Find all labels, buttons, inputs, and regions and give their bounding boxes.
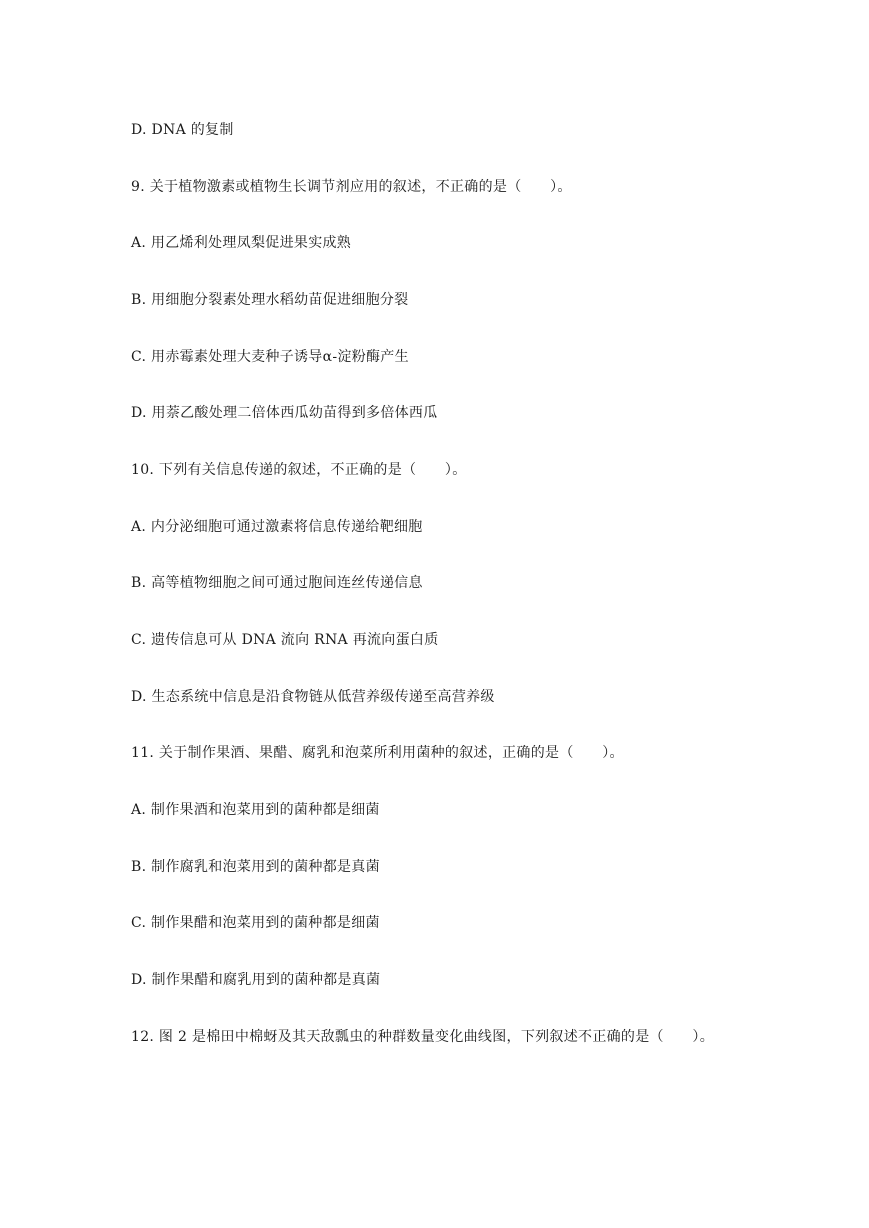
question-10: 10. 下列有关信息传递的叙述，不正确的是（ ）。 (131, 462, 467, 478)
option-10b: B. 高等植物细胞之间可通过胞间连丝传递信息 (131, 575, 423, 591)
option-10c: C. 遗传信息可从 DNA 流向 RNA 再流向蛋白质 (131, 632, 439, 648)
option-9c: C. 用赤霉素处理大麦种子诱导α-淀粉酶产生 (131, 349, 409, 365)
option-9b: B. 用细胞分裂素处理水稻幼苗促进细胞分裂 (131, 292, 409, 308)
option-11a: A. 制作果酒和泡菜用到的菌种都是细菌 (131, 802, 380, 818)
option-11d: D. 制作果醋和腐乳用到的菌种都是真菌 (131, 972, 381, 988)
option-9a: A. 用乙烯利处理凤梨促进果实成熟 (131, 235, 352, 251)
option-10a: A. 内分泌细胞可通过激素将信息传递给靶细胞 (131, 519, 423, 535)
option-9d: D. 用萘乙酸处理二倍体西瓜幼苗得到多倍体西瓜 (131, 405, 438, 421)
option-10d: D. 生态系统中信息是沿食物链从低营养级传递至高营养级 (131, 689, 495, 705)
option-11c: C. 制作果醋和泡菜用到的菌种都是细菌 (131, 915, 380, 931)
question-11: 11. 关于制作果酒、果醋、腐乳和泡菜所利用菌种的叙述，正确的是（ ）。 (131, 745, 624, 761)
option-11b: B. 制作腐乳和泡菜用到的菌种都是真菌 (131, 859, 380, 875)
option-8d: D. DNA 的复制 (131, 122, 234, 138)
question-9: 9. 关于植物激素或植物生长调节剂应用的叙述，不正确的是（ ）。 (131, 179, 572, 195)
question-12: 12. 图 2 是棉田中棉蚜及其天敌瓢虫的种群数量变化曲线图，下列叙述不正确的是（ ）。 (131, 1029, 715, 1045)
